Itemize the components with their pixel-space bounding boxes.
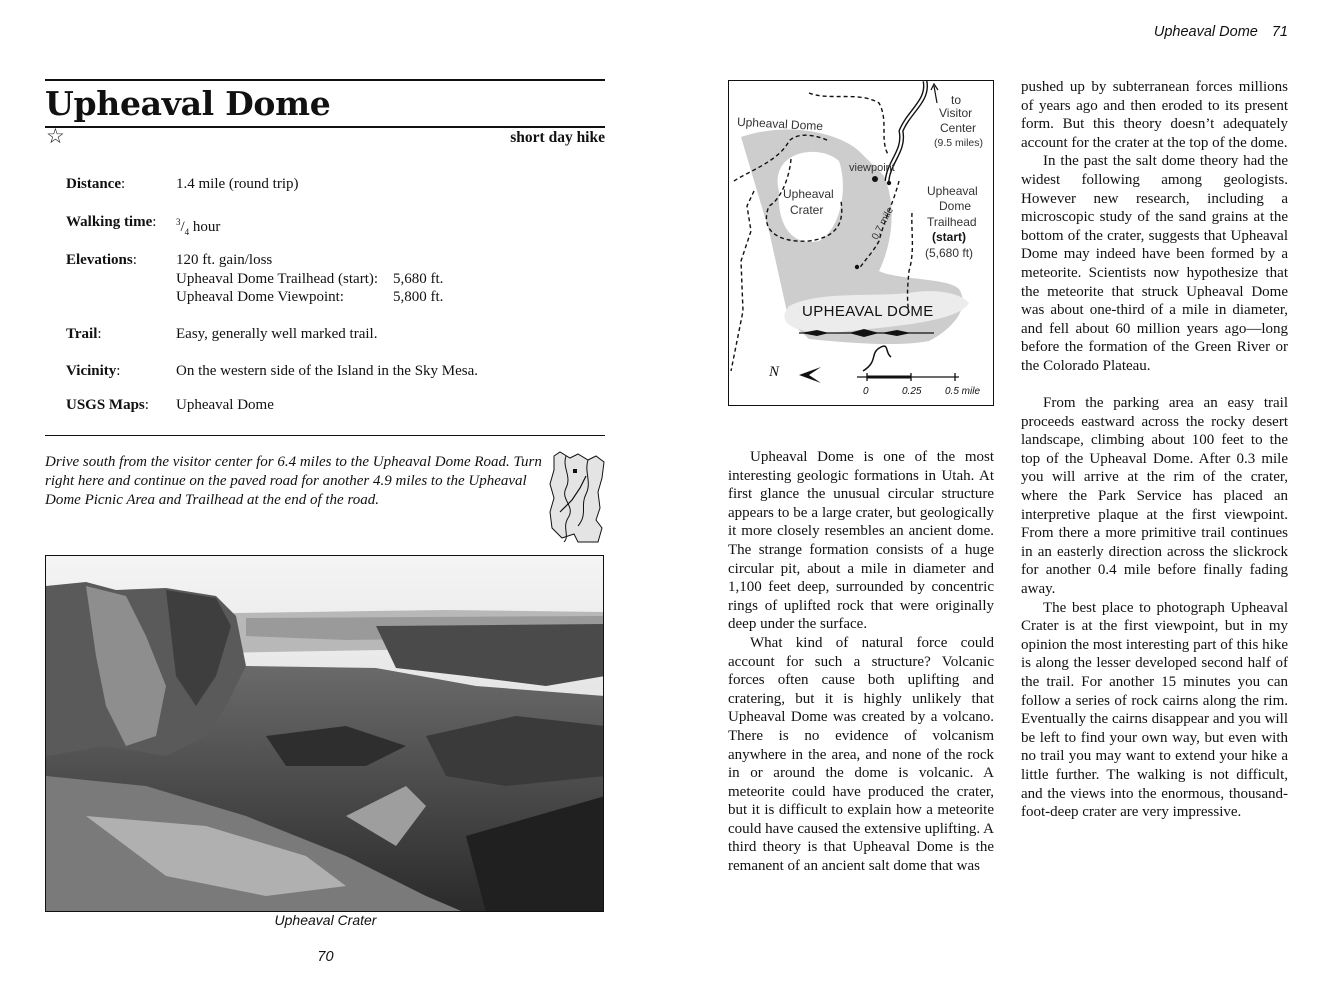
fact-label: Walking time xyxy=(66,214,153,230)
map-label-center: Center xyxy=(940,121,977,135)
paragraph: pushed up by subterranean forces millions of years ago and then eroded to its present form. But this theory doesn’t adequately account for the crater at the top of the dome. xyxy=(1021,79,1288,151)
hike-type: short day hike xyxy=(510,129,605,146)
paragraph: The best place to photograph Upheaval Crater is at the first viewpoint, but in my opinion the most interesting part of this hike is along the lesser developed second half of the trail. For another 15 minutes you can follow a series of rock cairns along the rim. Eventually the cairns disappear and you will be left to find your own way, but even with no trail you may want to extend your hike a little further. The walking is not difficult, and the views into the enormous, thousand-foot-deep crater are very impressive. xyxy=(1021,599,1288,821)
upheaval-crater-photo xyxy=(45,555,604,912)
map-label-crater-1: Upheaval xyxy=(783,187,834,201)
title-bottom-rule xyxy=(45,126,605,128)
map-label-visitor: Visitor xyxy=(939,106,973,120)
map-label-crater-2: Crater xyxy=(790,203,824,217)
running-head xyxy=(1154,24,1288,40)
elevation-place: Upheaval Dome Trailhead (start): xyxy=(176,271,379,287)
map-label-trailhead-3: Trailhead xyxy=(927,215,977,229)
paragraph: In the past the salt dome theory had the widest following among geologists. However new research, including a microscopic study of the sand grains at the bottom of the crater, suggests that Upheaval Dome may indeed have been formed by a meteorite. Scientists now hypothesize that the meteorite that struck Upheaval Dome was about one-third of a mile in diameter, and fell about 60 million years ago—long before the formation of the Green River or the Colorado Plateau. xyxy=(1021,153,1288,374)
trail-map xyxy=(728,80,994,406)
fact-value: Upheaval Dome xyxy=(176,397,274,413)
elevation-height: 5,800 ft. xyxy=(393,289,444,305)
fraction-denominator: 4 xyxy=(184,227,190,237)
paragraph: From the parking area an easy trail proceeds eastward across the rocky desert landscape, climbing about 100 feet to the top of the Upheaval Dome. After 0.3 mile you will arrive at the rim of the crater, where the Park Service has placed an interpretive plaque at the first viewpoint. From there a more primitive trail continues in an easterly direction across the slickrock for another 0.4 mile before finally fading away. xyxy=(1021,395,1288,598)
fact-value: $^3/_4$ hour xyxy=(176,217,221,237)
facts-bottom-rule xyxy=(45,435,605,436)
body-column-2 xyxy=(1021,78,1288,822)
map-label-trail-distance: 0.7 mile xyxy=(869,205,897,242)
fact-value: 120 ft. gain/loss xyxy=(176,252,273,268)
page-number-left: 70 xyxy=(317,949,334,965)
map-label-upheaval-dome-area: Upheaval Dome xyxy=(736,114,824,134)
driving-directions: Drive south from the visitor center for 6.4 miles to the Upheaval Dome Road. Turn right here and continue on the paved road for another 4.9 miles to the Upheaval Dome Picnic Area and Trailhead at the end of the road. xyxy=(45,454,542,508)
fact-value: On the western side of the Island in the Sky Mesa. xyxy=(176,363,479,379)
fact-value: 1.4 mile (round trip) xyxy=(176,176,299,192)
fraction-numerator: 3 xyxy=(176,217,181,227)
fact-label: Trail xyxy=(66,326,98,342)
page-title: Upheaval Dome xyxy=(45,84,331,123)
map-label-miles: (9.5 miles) xyxy=(934,137,984,149)
elevation-place: Upheaval Dome Viewpoint: xyxy=(176,289,344,305)
map-label-trailhead-2: Dome xyxy=(939,199,972,213)
map-label-to: to xyxy=(951,93,962,107)
paragraph: Upheaval Dome is one of the most interesting geologic formations in Utah. At first glance the unusual circular structure appears to be a large crater, but geologically it more closely resembles an ancient dome. The strange formation consists of a huge circular pit, about a mile in diameter and 1,100 feet deep, surrounded by concentric rings of uplifted rock that were originally deep under the surface. xyxy=(728,449,994,633)
paragraph: What kind of natural force could account for such a structure? Volcanic forces often cause both uplifting and cratering, but it is highly unlikely that Upheaval Dome was created by a volcano. There is no evidence of volcanism anywhere in the area, and none of the rock in or around the dome is volcanic. A meteorite could have produced the crater, but it is difficult to explain how a meteorite could have caused the extensive uplifting. A third theory is that Upheaval Dome is the remanent of an ancient salt dome that was xyxy=(728,634,994,875)
star-icon: ☆ xyxy=(46,124,65,148)
map-label-start: (start) xyxy=(932,230,967,244)
north-arrow-label: N xyxy=(769,364,780,380)
map-scale-0: 0 xyxy=(863,386,869,397)
fact-value-unit: hour xyxy=(189,219,221,235)
fact-label: Vicinity xyxy=(66,363,117,379)
elevation-height: 5,680 ft. xyxy=(393,271,444,287)
map-label-trailhead-1: Upheaval xyxy=(927,184,978,198)
page-number-right: 71 xyxy=(1271,24,1288,40)
map-title: UPHEAVAL DOME xyxy=(802,303,934,320)
photo-caption: Upheaval Crater xyxy=(274,912,377,928)
map-label-elevation: (5,680 ft) xyxy=(925,246,974,260)
title-top-rule xyxy=(45,79,605,81)
fact-value: Easy, generally well marked trail. xyxy=(176,326,378,342)
body-column-1 xyxy=(728,448,994,876)
fact-label: USGS Maps xyxy=(66,397,145,413)
map-scale-05: 0.5 mile xyxy=(945,386,981,397)
fact-label: Elevations xyxy=(66,252,133,268)
fact-label: Distance xyxy=(66,176,121,192)
map-scale-025: 0.25 xyxy=(902,386,922,397)
running-head-title: Upheaval Dome xyxy=(1153,24,1258,40)
map-label-viewpoint: viewpoint xyxy=(849,162,895,174)
locator-map-icon xyxy=(548,448,606,544)
